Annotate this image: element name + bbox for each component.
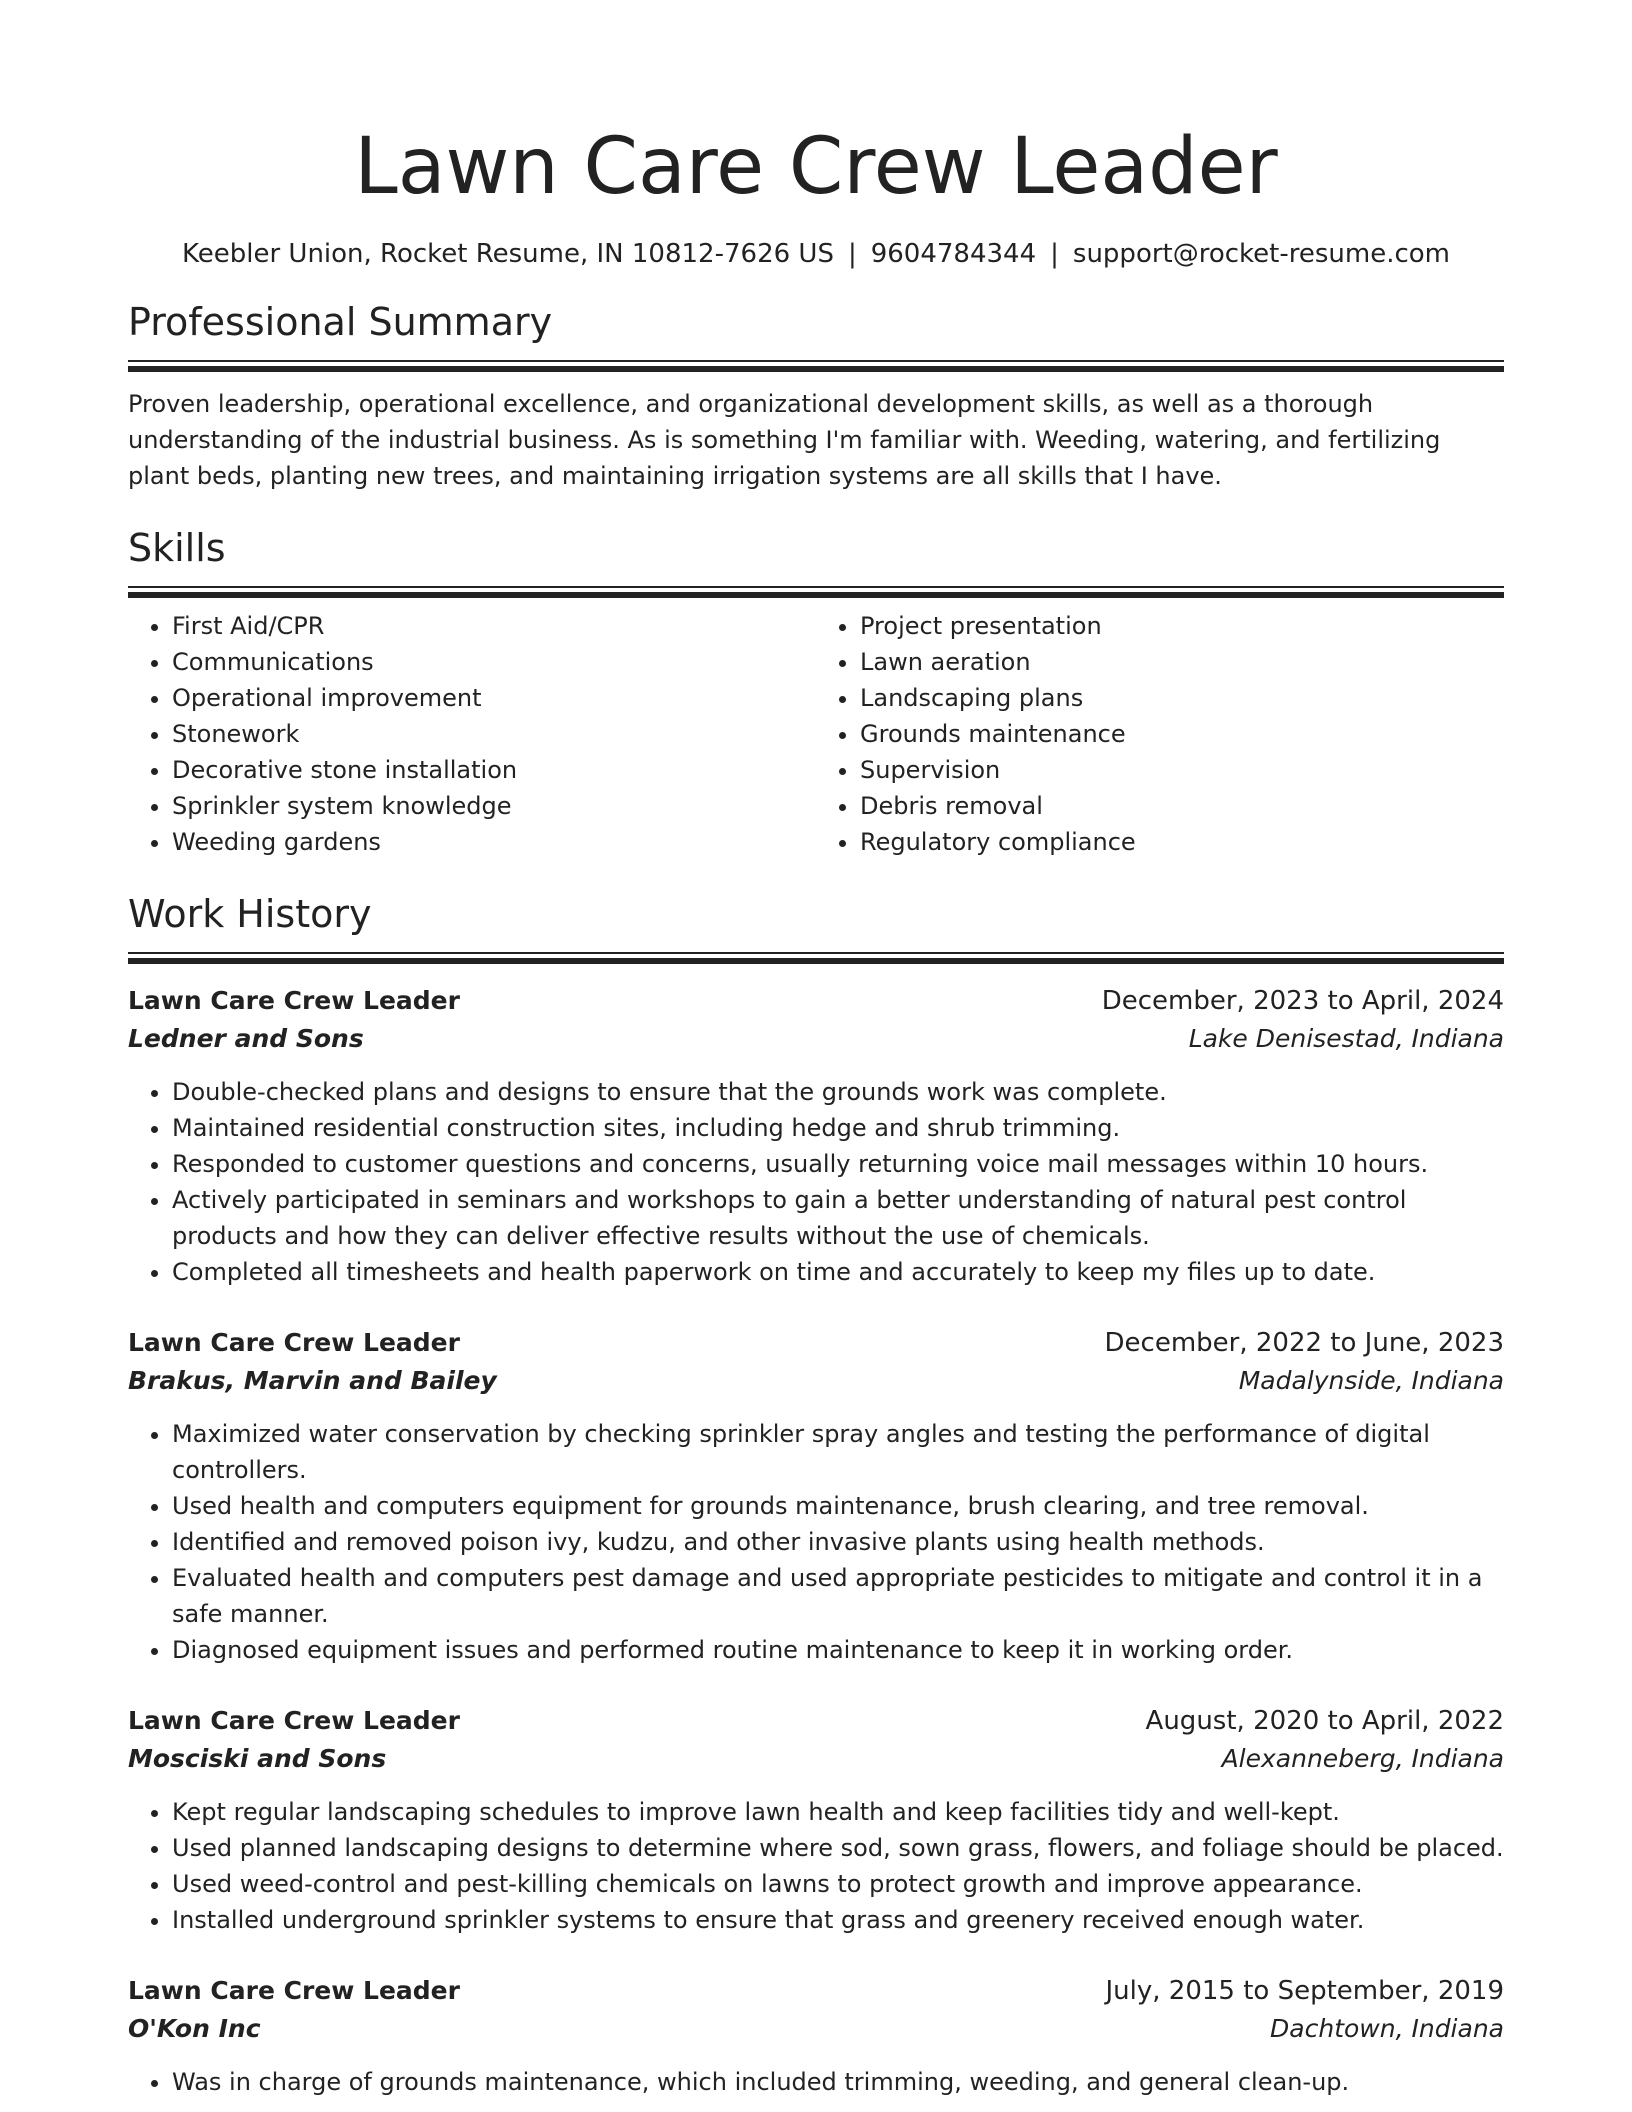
job-bullet: • Identified and removed poison ivy, kudzu, and other invasive plants using health methods. [172,1524,1504,1560]
job-bullets [128,1794,1504,1938]
skills-columns [128,608,1504,860]
job-bullet: • Installed underground sprinkler systems to ensure that grass and greenery received enough water. [172,1902,1504,1938]
section-divider [128,586,1504,598]
skill-item: • Stonework [172,716,816,752]
job-bullet: • Maximized water conservation by checking sprinkler spray angles and testing the performance of digital controllers. [172,1416,1504,1488]
job-entry [128,1702,1504,1938]
job-company: Ledner and Sons [128,1024,364,1053]
job-bullet: • Used weed-control and pest-killing chemicals on lawns to protect growth and improve appearance. [172,1866,1504,1902]
contact-separator: | [1050,239,1059,269]
job-dates: December, 2022 to June, 2023 [1104,1328,1504,1358]
section-divider [128,952,1504,964]
summary-heading: Professional Summary [128,300,553,344]
job-company: Brakus, Marvin and Bailey [128,1366,497,1395]
skills-heading: Skills [128,526,226,570]
skills-list-right [816,608,1504,860]
skill-item: • Sprinkler system knowledge [172,788,816,824]
skill-item: • Operational improvement [172,680,816,716]
job-bullet: • Used planned landscaping designs to determine where sod, sown grass, flowers, and foliage should be placed. [172,1830,1504,1866]
job-title: Lawn Care Crew Leader [128,986,460,1015]
job-entry [128,1324,1504,1668]
job-bullet: • Was in charge of grounds maintenance, which included trimming, weeding, and general clean-up. [172,2064,1504,2100]
skill-item: • Project presentation [860,608,1504,644]
contact-separator: | [847,239,857,269]
skill-item: • Decorative stone installation [172,752,816,788]
skill-item: • Landscaping plans [860,680,1504,716]
job-bullets [128,1416,1504,1668]
job-location: Madalynside, Indiana [1238,1366,1504,1395]
job-header-row [128,1324,1504,1362]
resume-name: Lawn Care Crew Leader [354,122,1278,212]
summary-text: Proven leadership, operational excellence, and organizational development skills, as well as a thorough understanding of the industrial business. As is something I'm familiar with. Weeding, watering, and fertilizing plant beds, planting new trees, and maintaining irrigation systems are all skills that I have. [128,390,1441,490]
job-header-row [128,982,1504,1020]
job-bullet: • Completed all timesheets and health paperwork on time and accurately to keep my files up to date. [172,1254,1504,1290]
skill-item: • Grounds maintenance [860,716,1504,752]
skill-item: • Debris removal [860,788,1504,824]
work-history-section [128,888,1504,2100]
job-bullet: • Responded to customer questions and concerns, usually returning voice mail messages within 10 hours. [172,1146,1504,1182]
skill-item: • Communications [172,644,816,680]
job-header-row [128,1702,1504,1740]
job-bullet: • Actively participated in seminars and workshops to gain a better understanding of natural pest control products and how they can deliver effective results without the use of chemicals. [172,1182,1504,1254]
work-history-heading: Work History [128,892,372,936]
job-location: Alexanneberg, Indiana [1221,1744,1504,1773]
job-title: Lawn Care Crew Leader [128,1976,460,2005]
job-title: Lawn Care Crew Leader [128,1706,460,1735]
skills-list-left [128,608,816,860]
skill-item: • Regulatory compliance [860,824,1504,860]
job-bullet: • Double-checked plans and designs to ensure that the grounds work was complete. [172,1074,1504,1110]
contact-line [128,236,1504,272]
job-entry [128,982,1504,1290]
job-subheader-row [128,2010,1504,2048]
skill-item: • Supervision [860,752,1504,788]
job-entry [128,1972,1504,2100]
job-subheader-row [128,1362,1504,1400]
contact-address: Keebler Union, Rocket Resume, IN 10812-7626 US [181,239,834,269]
job-bullet: • Used health and computers equipment for grounds maintenance, brush clearing, and tree removal. [172,1488,1504,1524]
job-bullet: • Diagnosed equipment issues and performed routine maintenance to keep it in working order. [172,1632,1504,1668]
job-company: O'Kon Inc [128,2014,261,2043]
job-bullets [128,1074,1504,1290]
job-location: Dachtown, Indiana [1270,2014,1504,2043]
job-subheader-row [128,1020,1504,1058]
job-subheader-row [128,1740,1504,1778]
contact-email: support@rocket-resume.com [1072,239,1451,269]
section-divider [128,360,1504,372]
skills-section [128,522,1504,860]
skill-item: • Lawn aeration [860,644,1504,680]
skill-item: • Weeding gardens [172,824,816,860]
job-header-row [128,1972,1504,2010]
job-bullet: • Evaluated health and computers pest damage and used appropriate pesticides to mitigate and control it in a safe manner. [172,1560,1504,1632]
job-bullet: • Maintained residential construction sites, including hedge and shrub trimming. [172,1110,1504,1146]
job-dates: August, 2020 to April, 2022 [1145,1706,1504,1736]
summary-section [128,296,1504,494]
job-bullets [128,2064,1504,2100]
resume-page [128,112,1504,2100]
contact-phone: 9604784344 [870,239,1037,269]
job-title: Lawn Care Crew Leader [128,1328,460,1357]
job-company: Mosciski and Sons [128,1744,387,1773]
job-location: Lake Denisestad, Indiana [1188,1024,1504,1053]
job-dates: July, 2015 to September, 2019 [1105,1976,1504,2006]
job-dates: December, 2023 to April, 2024 [1101,986,1504,1016]
skill-item: • First Aid/CPR [172,608,816,644]
job-bullet: • Kept regular landscaping schedules to improve lawn health and keep facilities tidy and well-kept. [172,1794,1504,1830]
